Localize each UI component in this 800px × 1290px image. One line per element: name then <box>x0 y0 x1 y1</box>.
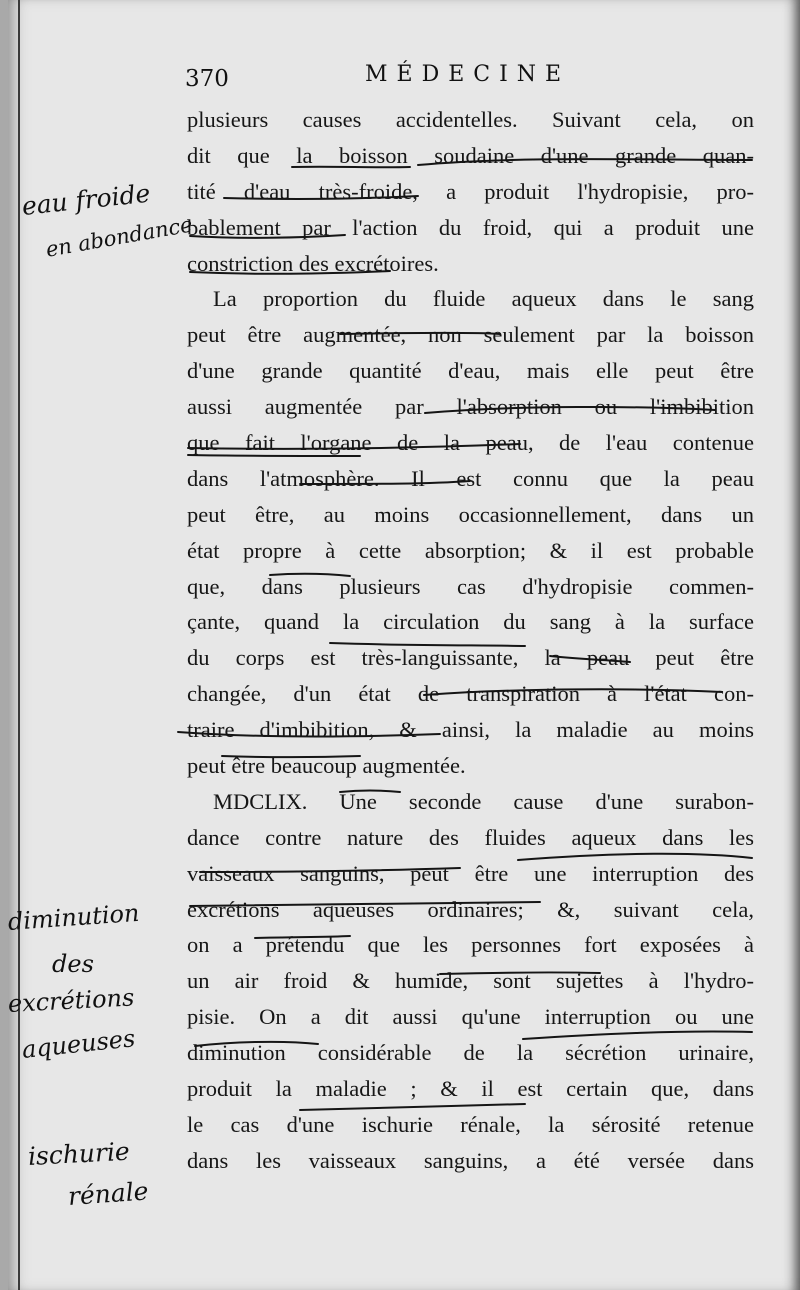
running-title: MÉDECINE <box>365 62 571 87</box>
text-line: plusieurs causes accidentelles. Suivant cela, on <box>187 107 754 132</box>
text-line: dans les vaisseaux sanguins, a été versée dans <box>187 1147 754 1173</box>
text-line: traire d'imbibition, & ainsi, la maladie au moins <box>187 717 754 743</box>
text-line: du corps est très-languissante, la peau peut être <box>187 645 754 671</box>
margin-note-text: des <box>52 950 94 978</box>
text-line: constriction des excrétoires. <box>187 250 439 276</box>
text-line: diminution considérable de la sécrétion urinaire, <box>187 1040 754 1066</box>
margin-note-ischurie <box>27 1137 130 1171</box>
text-line: le cas d'une ischurie rénale, la sérosité retenue <box>187 1111 754 1137</box>
text-line: vaisseaux sanguins, peut être une interruption des <box>187 860 754 886</box>
text-line: bablement par l'action du froid, qui a produit une <box>187 214 754 240</box>
text-line: que, dans plusieurs cas d'hydropisie commen- <box>187 573 754 599</box>
text-line: produit la maladie ; & il est certain que, dans <box>187 1076 754 1102</box>
margin-note-text: excrétions <box>7 983 135 1018</box>
text-line: pisie. On a dit aussi qu'une interruption ou une <box>187 1004 754 1030</box>
text-line: aussi augmentée par l'absorption ou l'imbibition <box>187 394 754 420</box>
page-header <box>185 60 755 96</box>
text-line: que fait l'organe de la peau, de l'eau contenue <box>187 430 754 456</box>
margin-note-text: eau froide <box>20 178 152 221</box>
text-line: dance contre nature des fluides aqueux dans les <box>187 824 754 850</box>
margin-note-text: rénale <box>66 1176 150 1211</box>
page-number: 370 <box>185 66 229 92</box>
text-line: peut être augmentée, non seulement par la boisson <box>187 322 754 348</box>
text-line: un air froid & humide, sont sujettes à l'hydro- <box>187 968 754 994</box>
text-line: excrétions aqueuses ordinaires; &, suivant cela, <box>187 896 754 922</box>
text-line: peut être, au moins occasionnellement, dans un <box>187 501 754 527</box>
margin-note-des <box>52 950 94 978</box>
body-text <box>187 102 754 1179</box>
text-line: d'une grande quantité d'eau, mais elle peut être <box>187 358 754 384</box>
margin-note-text: ischurie <box>27 1136 131 1171</box>
text-line: on a prétendu que les personnes fort exposées à <box>187 932 754 958</box>
text-line: changée, d'un état de transpiration à l'état con- <box>187 681 754 707</box>
text-line: MDCLIX. Une seconde cause d'une surabon- <box>213 788 754 814</box>
margin-note-text: diminution <box>7 898 141 936</box>
margin-note-renale <box>67 1176 149 1211</box>
text-line: peut être beaucoup augmentée. <box>187 753 466 779</box>
margin-note-text: en abondance <box>43 212 195 262</box>
text-line: dit que la boisson soudaine d'une grande quan- <box>187 142 754 168</box>
text-line: dans l'atmosphère. Il est connu que la peau <box>187 465 754 491</box>
text-line: tité d'eau très-froide, a produit l'hydropisie, pro- <box>187 178 754 204</box>
text-line: çante, quand la circulation du sang à la surface <box>187 609 754 635</box>
text-line: état propre à cette absorption; & il est probable <box>187 537 754 563</box>
margin-note-text: aqueuses <box>20 1024 137 1064</box>
text-line: La proportion du fluide aqueux dans le sang <box>213 286 754 312</box>
